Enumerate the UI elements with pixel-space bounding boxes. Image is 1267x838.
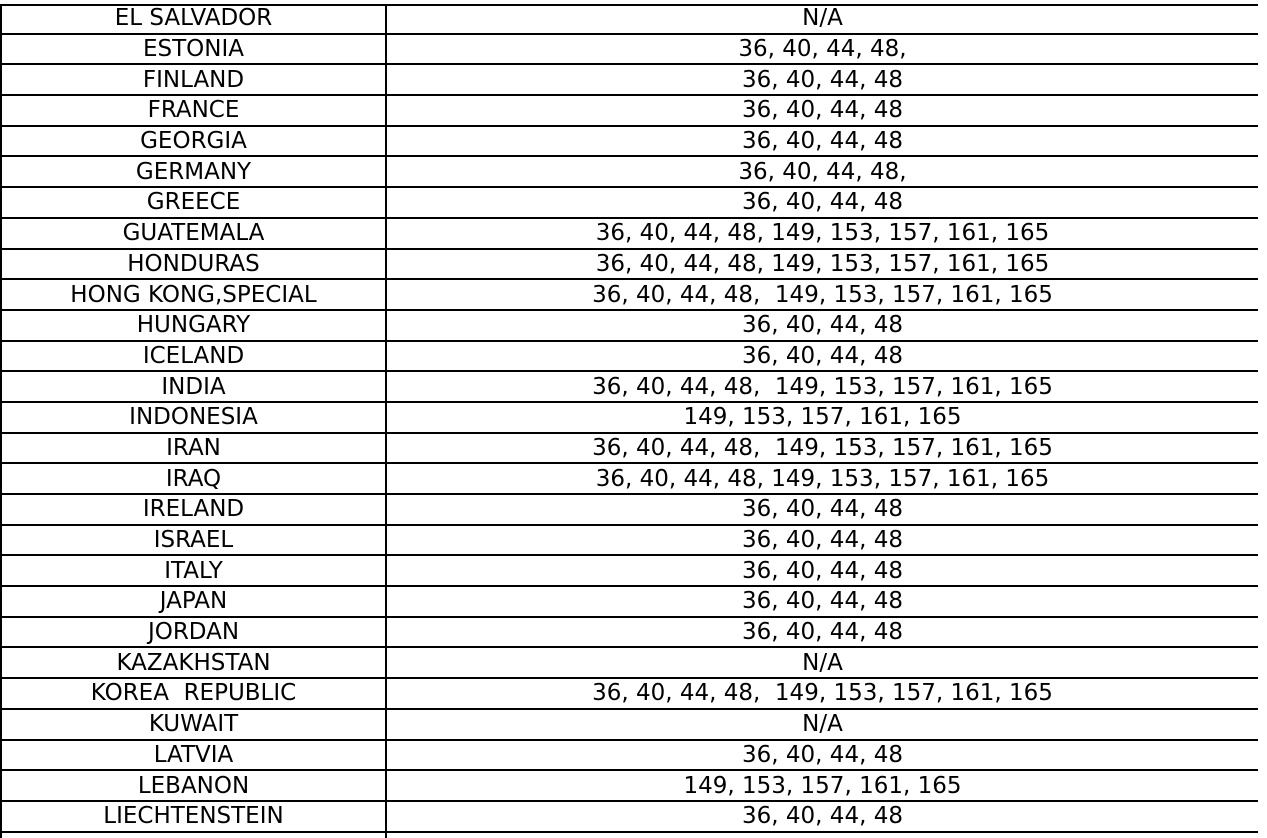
channels-cell: 36, 40, 44, 48 xyxy=(386,801,1258,832)
table-row xyxy=(1,218,1258,249)
country-cell: FINLAND xyxy=(1,64,386,95)
channels-cell: 36, 40, 44, 48, 149, 153, 157, 161, 165 xyxy=(386,433,1258,464)
country-cell: KAZAKHSTAN xyxy=(1,647,386,678)
table-row xyxy=(1,617,1258,648)
country-cell: GREECE xyxy=(1,187,386,218)
table-row xyxy=(1,647,1258,678)
country-cell: HONDURAS xyxy=(1,249,386,280)
country-cell: LEBANON xyxy=(1,770,386,801)
channels-cell: 149, 153, 157, 161, 165 xyxy=(386,770,1258,801)
channels-cell: N/A xyxy=(386,4,1258,34)
country-cell: IRELAND xyxy=(1,494,386,525)
channels-cell: 36, 40, 44, 48 xyxy=(386,617,1258,648)
country-cell xyxy=(1,832,386,838)
country-cell: HUNGARY xyxy=(1,310,386,341)
table-row xyxy=(1,34,1258,65)
table-row xyxy=(1,187,1258,218)
channels-cell: 36, 40, 44, 48, xyxy=(386,34,1258,65)
country-cell: JAPAN xyxy=(1,586,386,617)
table-row xyxy=(1,64,1258,95)
channels-cell: 36, 40, 44, 48, xyxy=(386,156,1258,187)
channels-cell: 36, 40, 44, 48 xyxy=(386,64,1258,95)
country-cell: INDONESIA xyxy=(1,402,386,433)
country-cell: FRANCE xyxy=(1,95,386,126)
channels-cell: 36, 40, 44, 48 xyxy=(386,341,1258,372)
country-cell: LATVIA xyxy=(1,740,386,771)
country-cell: IRAN xyxy=(1,433,386,464)
table-row xyxy=(1,801,1258,832)
country-channel-table xyxy=(0,4,1258,838)
table-row xyxy=(1,341,1258,372)
channels-cell: N/A xyxy=(386,709,1258,740)
channels-cell: 36, 40, 44, 48 xyxy=(386,525,1258,556)
table-row xyxy=(1,463,1258,494)
table-row xyxy=(1,678,1258,709)
table-row xyxy=(1,555,1258,586)
channels-cell: 36, 40, 44, 48, 149, 153, 157, 161, 165 xyxy=(386,279,1258,310)
channels-cell: 36, 40, 44, 48 xyxy=(386,494,1258,525)
table-row xyxy=(1,740,1258,771)
country-cell: ESTONIA xyxy=(1,34,386,65)
table-row xyxy=(1,310,1258,341)
channels-cell: 36, 40, 44, 48 xyxy=(386,586,1258,617)
country-cell: GEORGIA xyxy=(1,126,386,157)
table-row xyxy=(1,433,1258,464)
channels-cell: 36, 40, 44, 48 xyxy=(386,555,1258,586)
table-row xyxy=(1,586,1258,617)
table-row xyxy=(1,709,1258,740)
table-body xyxy=(1,4,1258,838)
channels-cell: 36, 40, 44, 48 xyxy=(386,187,1258,218)
table-row xyxy=(1,95,1258,126)
table-row xyxy=(1,156,1258,187)
country-cell: IRAQ xyxy=(1,463,386,494)
country-cell: GUATEMALA xyxy=(1,218,386,249)
country-cell: GERMANY xyxy=(1,156,386,187)
table-row xyxy=(1,4,1258,34)
table-row xyxy=(1,525,1258,556)
country-cell: INDIA xyxy=(1,371,386,402)
channels-cell: 36, 40, 44, 48 xyxy=(386,310,1258,341)
country-cell: HONG KONG,SPECIAL xyxy=(1,279,386,310)
channels-cell: 36, 40, 44, 48, 149, 153, 157, 161, 165 xyxy=(386,249,1258,280)
channels-cell: 149, 153, 157, 161, 165 xyxy=(386,402,1258,433)
channels-cell: 36, 40, 44, 48, 149, 153, 157, 161, 165 xyxy=(386,371,1258,402)
country-cell: JORDAN xyxy=(1,617,386,648)
channels-cell: 36, 40, 44, 48 xyxy=(386,126,1258,157)
channels-cell: N/A xyxy=(386,647,1258,678)
channels-cell: 36, 40, 44, 48 xyxy=(386,740,1258,771)
table-row xyxy=(1,249,1258,280)
country-cell: KOREA REPUBLIC xyxy=(1,678,386,709)
table-row-cutoff xyxy=(1,832,1258,838)
country-cell: ISRAEL xyxy=(1,525,386,556)
channels-cell: 36, 40, 44, 48, 149, 153, 157, 161, 165 xyxy=(386,218,1258,249)
country-cell: ITALY xyxy=(1,555,386,586)
channels-cell: 36, 40, 44, 48 xyxy=(386,95,1258,126)
country-cell: ICELAND xyxy=(1,341,386,372)
table-row xyxy=(1,371,1258,402)
channels-cell xyxy=(386,832,1258,838)
table-row xyxy=(1,402,1258,433)
country-cell: KUWAIT xyxy=(1,709,386,740)
channels-cell: 36, 40, 44, 48, 149, 153, 157, 161, 165 xyxy=(386,463,1258,494)
country-cell: LIECHTENSTEIN xyxy=(1,801,386,832)
table-row xyxy=(1,770,1258,801)
table-row xyxy=(1,126,1258,157)
table-row xyxy=(1,279,1258,310)
country-cell: EL SALVADOR xyxy=(1,4,386,34)
channels-cell: 36, 40, 44, 48, 149, 153, 157, 161, 165 xyxy=(386,678,1258,709)
table-row xyxy=(1,494,1258,525)
